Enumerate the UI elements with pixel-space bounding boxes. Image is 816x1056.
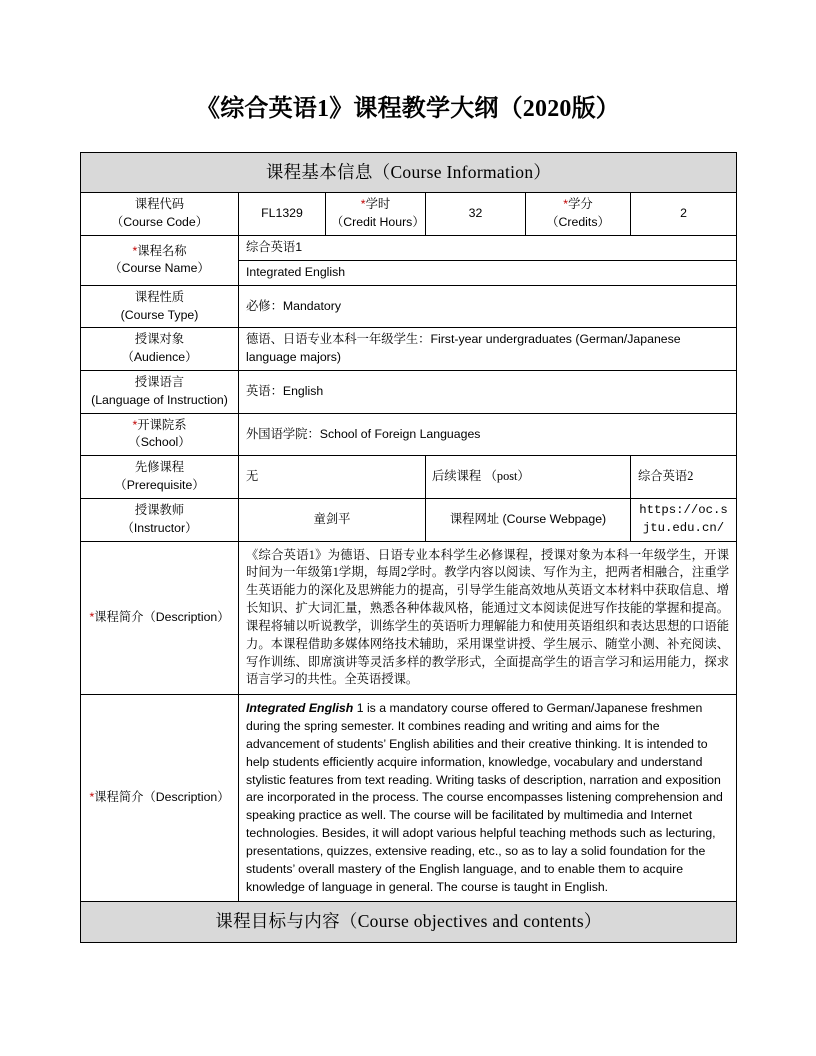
label-credit-hours-zh-text: 学时	[365, 197, 391, 212]
course-syllabus-table	[80, 152, 737, 943]
label-audience-en: （Audience）	[121, 350, 198, 365]
required-asterisk-description-en: *	[89, 790, 95, 805]
table-row-code-hours-credits	[81, 193, 737, 236]
value-course-name-en: Integrated English	[239, 260, 737, 285]
label-course-code-en: （Course Code）	[110, 215, 209, 230]
label-course-name-zh-text: 课程名称	[137, 243, 187, 258]
value-course-webpage[interactable]: https://oc.sjtu.edu.cn/	[631, 498, 737, 541]
label-course-code	[81, 193, 239, 236]
label-prerequisite	[81, 456, 239, 499]
label-instructor-en: （Instructor）	[121, 520, 198, 535]
label-school-en: （School）	[128, 435, 191, 450]
section-header-en: （Course Information）	[372, 162, 552, 182]
label-school-zh-text: 开课院系	[137, 417, 187, 432]
label-language-of-instruction-en: (Language of Instruction)	[91, 392, 228, 407]
label-language-of-instruction	[81, 371, 239, 414]
value-description-en	[239, 695, 737, 902]
table-row-school	[81, 413, 737, 456]
label-course-name	[81, 236, 239, 286]
table-row-course-type	[81, 285, 737, 328]
section-header-2-en: （Course objectives and contents）	[339, 911, 602, 932]
label-course-webpage-zh: 课程网址	[449, 511, 500, 526]
label-credits-zh-text: 学分	[568, 197, 593, 212]
label-post-course-en: （post）	[484, 469, 530, 484]
label-credits	[526, 193, 631, 236]
table-row-prerequisite	[81, 456, 737, 499]
value-course-type: 必修：Mandatory	[239, 285, 737, 328]
section-header-course-objectives	[81, 902, 737, 942]
description-en-emphasis: Integrated English	[246, 701, 354, 716]
label-instructor	[81, 498, 239, 541]
value-school: 外国语学院：School of Foreign Languages	[239, 413, 737, 456]
label-audience-zh: 授课对象	[134, 332, 185, 347]
value-post-course: 综合英语2	[631, 456, 737, 499]
section-header-course-information	[81, 153, 737, 193]
label-school	[81, 413, 239, 456]
label-description-zh-text: 课程简介（Description）	[94, 610, 230, 625]
value-language-of-instruction: 英语：English	[239, 371, 737, 414]
table-row-instructor	[81, 498, 737, 541]
label-credit-hours-en: （Credit Hours）	[331, 215, 425, 230]
label-credits-en: （Credits）	[546, 215, 610, 230]
section-header-zh: 课程基本信息	[265, 162, 373, 182]
label-prerequisite-zh: 先修课程	[134, 460, 185, 475]
required-asterisk-school: *	[132, 417, 138, 432]
required-asterisk-description-zh: *	[89, 610, 95, 625]
table-row-language-of-instruction	[81, 371, 737, 414]
label-post-course	[426, 456, 631, 499]
value-course-name-zh: 综合英语1	[239, 236, 737, 261]
description-en-body: 1 is a mandatory course offered to German/Japanese freshmen during the spring semester. It combines reading and writing and aims for the advancement of students’ English abilities and their creative thinking. It is intended to help students efficiently acquire information, knowledge, vocabulary and understand stylistic features from text reading. Writing tasks of description, narration and exposition are incorporated in the process. The course encompasses listening comprehension and speaking practice as well. The course will be facilitated by multimedia and Internet technologies. Besides, it will adopt various helpful teaching methods such as lecturing, presentations, quizzes, extensive reading, etc., so as to lay a solid foundation for the students’ overall mastery of the English language, and to enable them to acquire knowledge of language in general. The course is taught in English.	[246, 701, 723, 894]
table-row-course-name-zh	[81, 236, 737, 261]
value-credits: 2	[631, 193, 737, 236]
value-description-zh: 《综合英语1》为德语、日语专业本科学生必修课程，授课对象为本科一年级学生，开课时间为一年级第1学期，每周2学时。教学内容以阅读、写作为主，把两者相融合，注重学生英语能力的深化及思辨能力的提高，引导学生能高效地从英语文本材料中获取信息、增长知识、扩大词汇量，熟悉各种体裁风格，能通过文本阅读促进写作技能的掌握和提高。课程将辅以听说教学，训练学生的英语听力理解能力和使用英语组织和表达思想的口语能力。本课程借助多媒体网络技术辅助，采用课堂讲授、学生展示、随堂小测、补充阅读、写作训练、即席演讲等灵活多样的教学形式，全面提高学生的语言学习和运用能力，探求语言学习的共性。全英语授课。	[239, 541, 737, 695]
label-course-webpage-en: (Course Webpage)	[502, 511, 607, 526]
label-description-zh	[81, 541, 239, 695]
value-course-code: FL1329	[239, 193, 326, 236]
value-prerequisite: 无	[239, 456, 426, 499]
required-asterisk-credits: *	[563, 197, 569, 212]
label-credits-zh	[531, 196, 625, 214]
label-language-of-instruction-zh: 授课语言	[134, 375, 185, 389]
label-course-type-en: (Course Type)	[120, 307, 199, 322]
label-school-zh	[86, 417, 233, 435]
label-instructor-zh: 授课教师	[134, 502, 185, 517]
required-asterisk-course-name: *	[132, 243, 138, 258]
section-header-2-zh: 课程目标与内容	[215, 911, 340, 932]
label-course-type	[81, 285, 239, 328]
label-course-code-zh: 课程代码	[134, 197, 185, 212]
label-course-type-zh: 课程性质	[134, 289, 185, 304]
label-credit-hours-zh	[331, 196, 420, 214]
page-title: 《综合英语1》课程教学大纲（2020版）	[196, 96, 620, 122]
value-credit-hours: 32	[426, 193, 526, 236]
label-course-name-zh	[86, 243, 233, 261]
label-course-name-en: （Course Name）	[109, 261, 210, 276]
table-row-audience	[81, 328, 737, 371]
label-credit-hours	[326, 193, 426, 236]
table-row-description-zh	[81, 541, 737, 695]
value-instructor: 童剑平	[239, 498, 426, 541]
label-description-en	[81, 695, 239, 902]
table-row-section-header-course-objectives	[81, 902, 737, 942]
label-post-course-zh: 后续课程	[432, 469, 482, 484]
table-row-section-header-course-information	[81, 153, 737, 193]
required-asterisk-credit-hours: *	[360, 197, 366, 212]
table-row-description-en	[81, 695, 737, 902]
label-description-en-text: 课程简介（Description）	[94, 790, 230, 805]
label-course-webpage	[426, 498, 631, 541]
label-audience	[81, 328, 239, 371]
value-audience: 德语、日语专业本科一年级学生：First-year undergraduates (German/Japanese language majors)	[239, 328, 737, 371]
label-prerequisite-en: （Prerequisite）	[114, 478, 205, 493]
